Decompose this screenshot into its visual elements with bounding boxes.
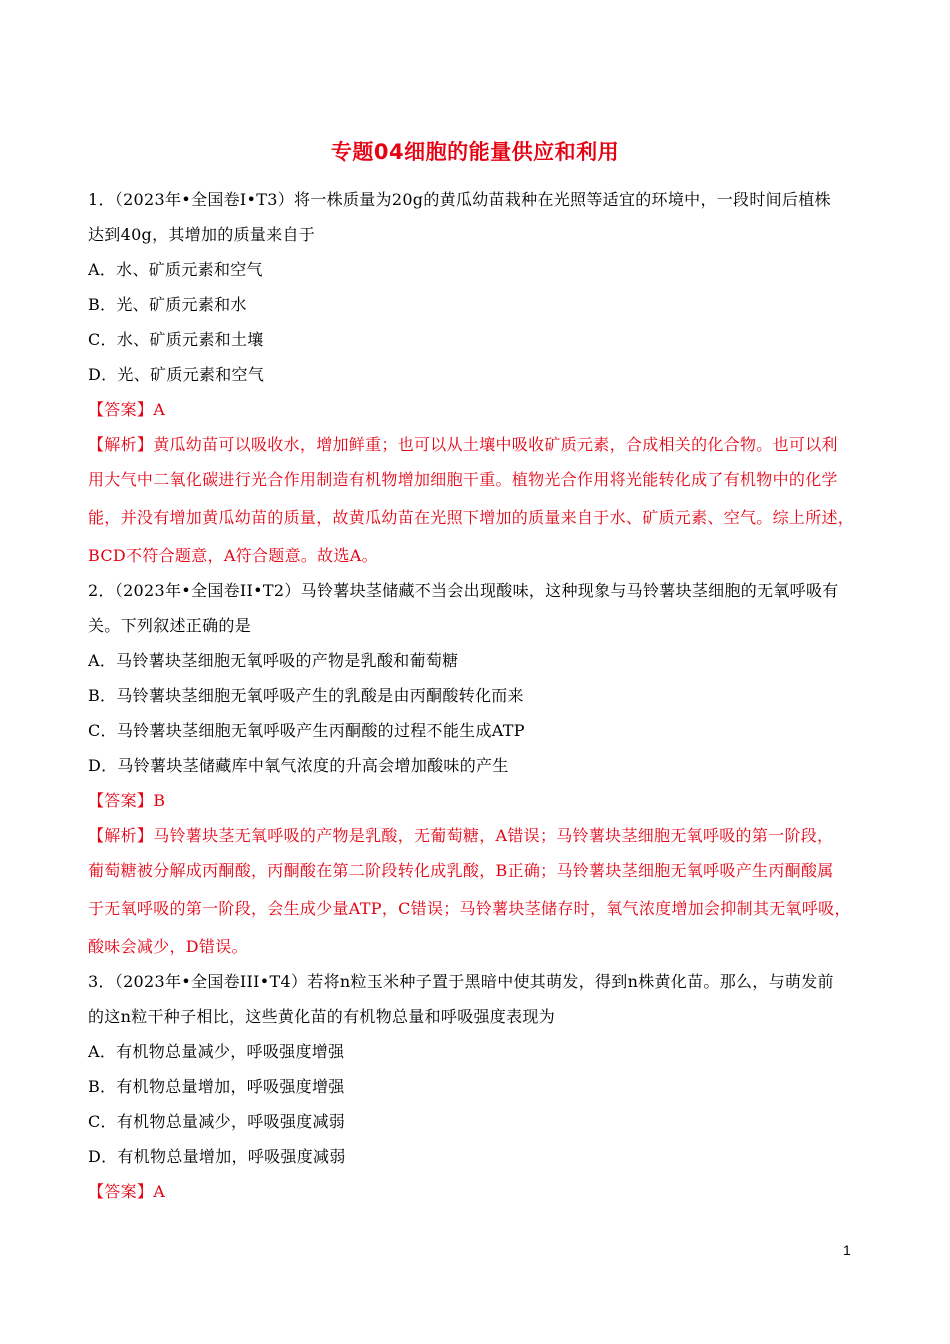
question-1-analysis-line-2: 用大气中二氧化碳进行光合作用制造有机物增加细胞干重。植物光合作用将光能转化成了有机物中的化学: [88, 470, 838, 489]
question-3-answer: 【答案】A: [88, 1182, 166, 1201]
question-1-analysis-line-1: 【解析】黄瓜幼苗可以吸收水，增加鲜重；也可以从土壤中吸收矿质元素，合成相关的化合物。也可以利: [88, 435, 838, 454]
question-2-option-d: D．马铃薯块茎储藏库中氧气浓度的升高会增加酸味的产生: [88, 756, 509, 775]
question-3-stem-line-1: 3．（2023年•全国卷III•T4）若将n粒玉米种子置于黑暗中使其萌发，得到n株黄化苗。那么，与萌发前: [88, 972, 834, 991]
question-1-option-a: A．水、矿质元素和空气: [88, 260, 263, 279]
question-1-analysis-line-4: BCD不符合题意，A符合题意。故选A。: [88, 546, 378, 565]
document-title: 专题04细胞的能量供应和利用: [330, 140, 620, 164]
question-3-option-c: C．有机物总量减少，呼吸强度减弱: [88, 1112, 346, 1131]
question-2-analysis-line-2: 葡萄糖被分解成丙酮酸，丙酮酸在第二阶段转化成乳酸，B正确；马铃薯块茎细胞无氧呼吸产生丙酮酸属: [88, 861, 834, 880]
question-1-analysis-line-3: 能，并没有增加黄瓜幼苗的质量，故黄瓜幼苗在光照下增加的质量来自于水、矿质元素、空气。综上所述，: [88, 508, 855, 527]
question-2-stem-line-1: 2．（2023年•全国卷II•T2）马铃薯块茎储藏不当会出现酸味，这种现象与马铃薯块茎细胞的无氧呼吸有: [88, 581, 839, 600]
question-2-analysis-line-4: 酸味会减少，D错误。: [88, 937, 248, 956]
question-2-option-a: A．马铃薯块茎细胞无氧呼吸的产物是乳酸和葡萄糖: [88, 651, 459, 670]
question-3-option-a: A．有机物总量减少，呼吸强度增强: [88, 1042, 345, 1061]
question-2-analysis-line-1: 【解析】马铃薯块茎无氧呼吸的产物是乳酸，无葡萄糖，A错误；马铃薯块茎细胞无氧呼吸的第一阶段，: [88, 826, 834, 845]
question-1-option-b: B．光、矿质元素和水: [88, 295, 247, 314]
question-1-answer: 【答案】A: [88, 400, 166, 419]
question-2-option-c: C．马铃薯块茎细胞无氧呼吸产生丙酮酸的过程不能生成ATP: [88, 721, 525, 740]
question-2-answer: 【答案】B: [88, 791, 166, 810]
page-number: 1: [843, 1242, 851, 1258]
question-2-option-b: B．马铃薯块茎细胞无氧呼吸产生的乳酸是由丙酮酸转化而来: [88, 686, 524, 705]
question-3-option-d: D．有机物总量增加，呼吸强度减弱: [88, 1147, 346, 1166]
question-1-stem-line-2: 达到40g，其增加的质量来自于: [88, 225, 316, 244]
question-1-stem-line-1: 1．（2023年•全国卷Ⅰ•T3）将一株质量为20g的黄瓜幼苗栽种在光照等适宜的环境中，一段时间后植株: [88, 190, 831, 209]
question-3-option-b: B．有机物总量增加，呼吸强度增强: [88, 1077, 345, 1096]
question-2-stem-line-2: 关。下列叙述正确的是: [88, 616, 252, 635]
question-1-option-d: D．光、矿质元素和空气: [88, 365, 265, 384]
question-3-stem-line-2: 的这n粒干种子相比，这些黄化苗的有机物总量和呼吸强度表现为: [88, 1007, 556, 1026]
question-2-analysis-line-3: 于无氧呼吸的第一阶段，会生成少量ATP，C错误；马铃薯块茎储存时，氧气浓度增加会抑制其无氧呼吸，: [88, 899, 851, 918]
question-1-option-c: C．水、矿质元素和土壤: [88, 330, 264, 349]
